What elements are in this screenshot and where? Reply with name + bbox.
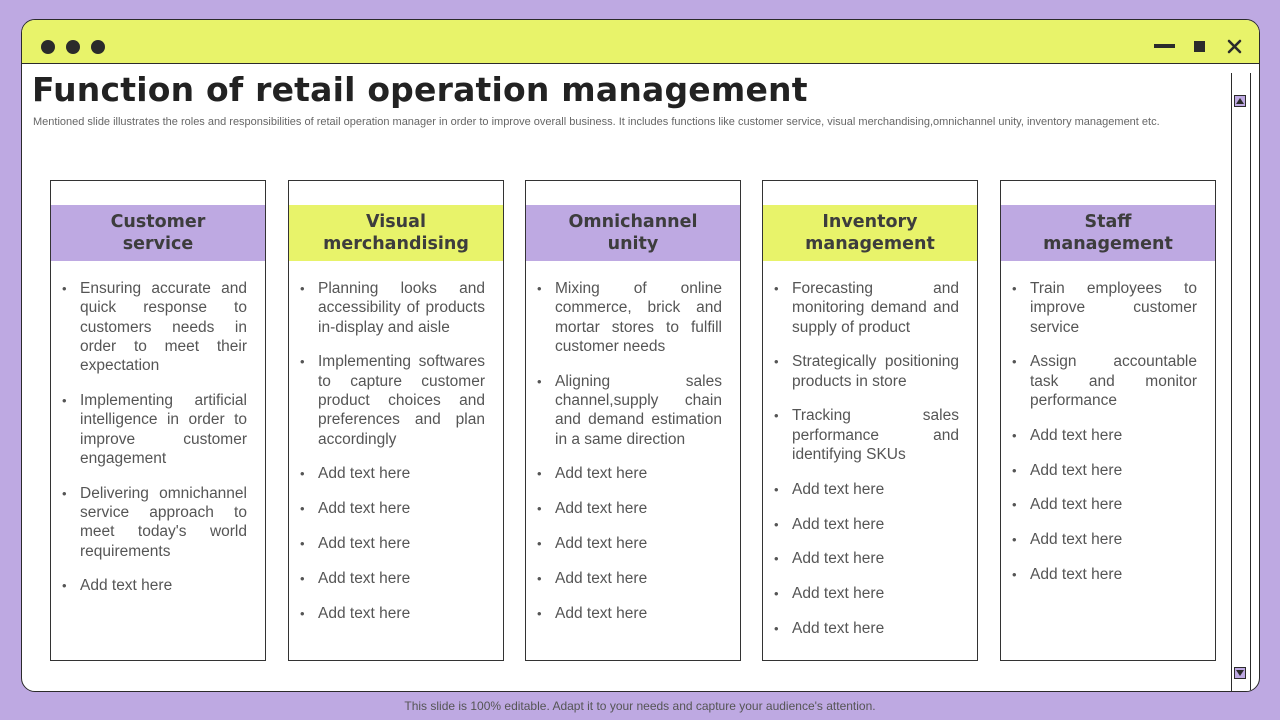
card-bullet-list [289, 279, 503, 638]
close-icon [1227, 39, 1242, 54]
list-item: • Ensuring accurate and quick response to customers needs in order to meet their expectation [80, 279, 247, 375]
window-dot-icon [91, 40, 105, 54]
list-item: • Implementing softwares to capture customer product choices and preferences and plan accordingly [318, 352, 485, 448]
card-header: Customer service [51, 205, 265, 261]
list-item: • Add text here [1030, 461, 1197, 480]
page-subtitle: Mentioned slide illustrates the roles and responsibilities of retail operation manager in order to improve overall business. It includes functions like customer service, visual merchandising,omnichannel unity, inventory management etc. [33, 116, 1160, 128]
list-item: • Planning looks and accessibility of products in-display and aisle [318, 279, 485, 337]
list-item: • Aligning sales channel,supply chain and demand estimation in a same direction [555, 372, 722, 449]
list-item: • Tracking sales performance and identifying SKUs [792, 406, 959, 464]
list-item: • Add text here [555, 464, 722, 483]
window-dot-icon [41, 40, 55, 54]
list-item: • Add text here [1030, 426, 1197, 445]
scroll-up-button[interactable] [1234, 95, 1246, 107]
list-item: • Forecasting and monitoring demand and supply of product [792, 279, 959, 337]
list-item: • Add text here [318, 534, 485, 553]
function-card-customer-service [50, 180, 266, 661]
card-bullet-list [763, 279, 977, 654]
maximize-button[interactable] [1186, 34, 1212, 58]
list-item: • Add text here [1030, 565, 1197, 584]
list-item: • Add text here [792, 515, 959, 534]
card-header: Omnichannel unity [526, 205, 740, 261]
function-card-omnichannel-unity [525, 180, 741, 661]
card-bullet-list [1001, 279, 1215, 600]
list-item: • Add text here [555, 534, 722, 553]
footer-note: This slide is 100% editable. Adapt it to your needs and capture your audience's attention. [404, 699, 876, 713]
list-item: • Add text here [792, 584, 959, 603]
function-card-inventory-management [762, 180, 978, 661]
minimize-button[interactable] [1151, 34, 1177, 58]
minimize-icon [1154, 44, 1175, 48]
card-header: Staff management [1001, 205, 1215, 261]
list-item: • Add text here [1030, 530, 1197, 549]
window-dot-icon [66, 40, 80, 54]
list-item: • Add text here [555, 604, 722, 623]
list-item: • Add text here [555, 499, 722, 518]
list-item: • Add text here [318, 464, 485, 483]
list-item: • Implementing artificial intelligence in order to improve customer engagement [80, 391, 247, 468]
list-item: • Add text here [792, 480, 959, 499]
card-header: Visual merchandising [289, 205, 503, 261]
list-item: • Delivering omnichannel service approach to meet today's world requirements [80, 484, 247, 561]
list-item: • Add text here [318, 499, 485, 518]
arrow-up-icon [1236, 98, 1244, 104]
list-item: • Add text here [1030, 495, 1197, 514]
list-item: • Train employees to improve customer service [1030, 279, 1197, 337]
maximize-icon [1194, 41, 1205, 52]
list-item: • Strategically positioning products in store [792, 352, 959, 391]
card-bullet-list [526, 279, 740, 638]
list-item: • Add text here [792, 619, 959, 638]
list-item: • Assign accountable task and monitor performance [1030, 352, 1197, 410]
list-item: • Add text here [80, 576, 247, 595]
function-card-visual-merchandising [288, 180, 504, 661]
list-item: • Add text here [318, 604, 485, 623]
list-item: • Add text here [318, 569, 485, 588]
card-header: Inventory management [763, 205, 977, 261]
title-bar [22, 20, 1259, 64]
scroll-down-button[interactable] [1234, 667, 1246, 679]
arrow-down-icon [1236, 670, 1244, 676]
card-bullet-list [51, 279, 265, 611]
list-item: • Add text here [792, 549, 959, 568]
slide-content [22, 64, 1232, 691]
list-item: • Mixing of online commerce, brick and mortar stores to fulfill customer needs [555, 279, 722, 356]
function-card-staff-management [1000, 180, 1216, 661]
close-button[interactable] [1221, 34, 1247, 58]
app-window [21, 19, 1260, 692]
list-item: • Add text here [555, 569, 722, 588]
vertical-scrollbar[interactable] [1231, 73, 1251, 691]
page-title: Function of retail operation management [32, 70, 808, 109]
